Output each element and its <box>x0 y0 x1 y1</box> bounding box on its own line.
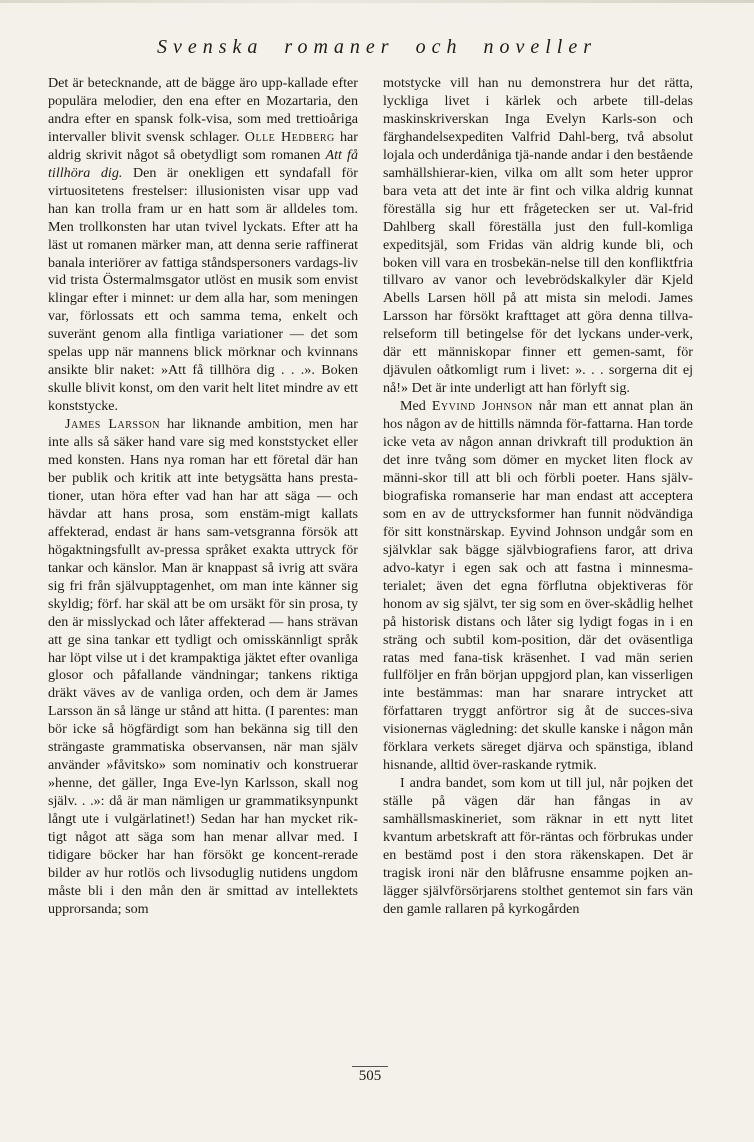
author-name: Eyvind Johnson <box>431 398 533 415</box>
paragraph-text: når man ett annat plan än hos någon av de hittills nämnda för-fattarna. Han torde icke veta av någon annan drivkraft till produktion än det inre tvång som dömer en mycket liten flock av männi-skor till att bli och förbli poeter. Hans själv-biografiska romanserie har man endast att acceptera som en av de uttrycksformer han funnit nödvändiga för sitt konstnärskap. Eyvind Johnson undgår som en självklar sak bägge självbiografiens faror, att driva advo-katyr i egen sak och att fastna i minnesma-terialet; även det egna förflutna objektiveras för honom av sig självt, ter sig som en över-skådlig helhet på historisk distans och låter sig lydigt fogas in i en sträng och subtil kom-position, där det oväsentliga ratas med fana-tisk kräsenhet. I vad män serien fullföljer en från början uppgjord plan, kan visserligen inte bestämmas: man har snarare intrycket att författaren tryggt anförtror sig åt de succes-siva visionernas vägledning: det skulle kanske i någon mån förklara verkets säreget djärva och spänstiga, ibland hisnande, alltid över-raskande rytmik. <box>383 398 694 774</box>
paragraph-text: Med <box>400 398 432 415</box>
page-top-edge <box>0 0 754 3</box>
page-number: 505 <box>358 1068 382 1084</box>
paragraph-text: Det är betecknande, att de bägge äro upp-kallade efter populära melodier, den ena efter en Mozartaria, den andra efter en spansk folk-visa, som med trettioåriga intervaller blivit svensk schlager. <box>48 75 358 145</box>
right-column <box>383 75 693 1060</box>
author-name: James Larsson <box>65 416 160 433</box>
paragraph-text: har aldrig skrivit något så obetydligt som romanen <box>48 128 358 163</box>
paragraph <box>48 416 358 919</box>
footer-rule <box>352 1066 388 1067</box>
paragraph: motstycke vill han nu demonstrera hur det rätta, lyckliga livet i kärlek och arbete till-delas maskinskriverskan Inga Evelyn Karls-son och färghandelsexpediten Valfrid Dahl-berg, två absolut lojala och underdåniga tjä-nande andar i den bestående samhällshierar-kien, vilka om allt som heter uppror bara veta att det inte är fint och vilka aldrig kunnat föreställa sig hur ett frågetecken ser ut. Val-frid Dahlberg skall föreställa just den full-komliga expeditsjäl, som Fridas vän aldrig kunde bli, och boken vill vara en trosbekän-nelse till den konfliktfria tillvaro av vanor och levebrödskalkyler där Kjeld Abells Larsen höll på att mista sin melodi. James Larsson har försökt krafttaget att göra denna tillva-relseform till betingelse för det lyckans under-verk, där ett människopar finner ett gemen-samt, för djävulen oåtkomligt rum i livet: ». . . sorgerna dit ej nå!» Det är inte underligt att han förlyft sig. <box>383 75 693 397</box>
author-name: Olle Hedberg <box>244 128 335 145</box>
paragraph <box>48 75 358 416</box>
left-column <box>48 75 358 1060</box>
text-columns <box>48 75 693 1060</box>
paragraph: I andra bandet, som kom ut till jul, når pojken det ställe på vägen där han fångas in av samhällsmaskineriet, som räknar in ett nytt litet kvantum arbetskraft att för-räntas och förbrukas under en bestämd post i den stora räkenskapen. Det är tragisk ironi när den blåfrusne ensamme pojken an-lägger självförsörjarens stolthet gentemot sin fars vän den gamle rallaren på kyrkogården <box>383 775 693 917</box>
paragraph <box>383 398 693 775</box>
paragraph-text: Den är onekligen ett syndafall för virtuositetens frestelser: illusionisten visar upp vad han kan trolla fram ur en hatt som är alldeles tom. Men trollkonsten har utan tvivel lyckats. Efter att ha läst ut romanen märker man, att denna serie raffinerat banala interiörer av fattiga ståndspersoners vardags-liv vid trista Östermalmsgator utlöst en musik som envist klingar efter i minnet: ur dem alla har, som meningen var, förlossats ett och samma tema, enkelt och suveränt genom alla fintliga variationer — det som spelas upp när mannens blick mörknar och kvinnans ansikte blir naket: »Att få tillhöra dig . . .». Boken skulle blivit konst, om den varit helt litet mindre av ett konststycke. <box>48 164 358 415</box>
running-header: Svenska romaner och noveller <box>157 36 597 58</box>
paragraph-text: har liknande ambition, men har inte alls så säker hand vare sig med konststycket eller med konsten. Hans nya roman har ett företal där han ber publik och kritik att inte betygsätta hans presta-tioner, utan höra efter vad han har att säga — och hävdar att hans prosa, som enstäm-migt kallats affekterad, endast är hans sam-vetsgranna försök att högaktningsfullt av-pressa språket exakta uttryck för tankar och känslor. Man är knappast så ivrig att svära sig fri från självupptagenhet, om man inte känner sig skyldig; förf. har skäl att be om ursäkt för sin prosa, ty den är misslyckad och låter affekterad — hans strävan att ge sina tankar ett tydligt och omisskännligt språk har löpt vilse ut i det krampaktiga jäktet efter ovanliga glosor och påfallande vändningar; tankens riktiga dräkt väves av de vanliga orden, och dem är James Larsson än så länge ur stånd att hitta. (I parentes: man bör icke så högfärdigt som han bekänna sig till den strängaste grammatiska observansen, när man själv använder »fåvitsko» som nominativ och konstruerar »henne, det gäller, Inga Eve-lyn Karlsson, skall nog själv. . .»: då är man nämligen ur grammatiksynpunkt långt ute i vulgärlatinet!) Sedan har han mycket rik-tigt något att säga som han menar allvar med. I tidigare böcker har han försökt ge koncent-rerade bilder av hur rotlös och livsoduglig nutidens ungdom måste bli i den mån den är smittad av intellektets upprorsanda; som <box>48 416 358 917</box>
book-title: Att få tillhöra dig. <box>48 146 358 181</box>
